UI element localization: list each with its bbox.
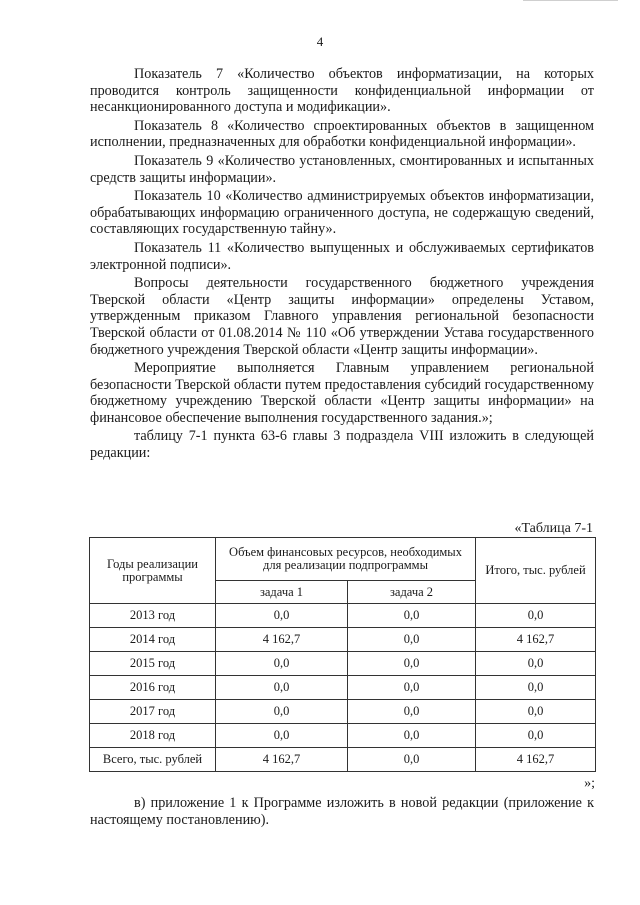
cell-total: 4 162,7 [476, 748, 596, 772]
table-row [90, 652, 596, 676]
page-number: 4 [316, 34, 324, 49]
table-caption: «Таблица 7-1 [514, 521, 593, 536]
cell-task2: 0,0 [348, 604, 476, 628]
cell-task2: 0,0 [348, 676, 476, 700]
header-years: Годы реализации программы [90, 538, 216, 604]
finance-table [89, 537, 596, 772]
cell-year: 2017 год [90, 700, 216, 724]
document-body [90, 66, 594, 464]
cell-task2: 0,0 [348, 652, 476, 676]
cell-task1: 0,0 [216, 724, 348, 748]
cell-task2: 0,0 [348, 724, 476, 748]
cell-task1: 0,0 [216, 676, 348, 700]
cell-total: 0,0 [476, 724, 596, 748]
cell-task2: 0,0 [348, 700, 476, 724]
final-section [90, 795, 594, 828]
header-volume: Объем финансовых ресурсов, необходимых для реализации подпрограммы [216, 538, 476, 581]
cell-total: 0,0 [476, 652, 596, 676]
paragraph-appendix: в) приложение 1 к Программе изложить в новой редакции (приложение к настоящему постановлению). [90, 795, 594, 828]
cell-total: 0,0 [476, 676, 596, 700]
table-row [90, 604, 596, 628]
cell-task1: 0,0 [216, 604, 348, 628]
paragraph-indicator-7: Показатель 7 «Количество объектов информатизации, на которых проводится контроль защищенности конфиденциальной информации от несанкционированного доступа и модификации». [90, 66, 594, 116]
cell-total: 0,0 [476, 700, 596, 724]
paragraph-indicator-9: Показатель 9 «Количество установленных, смонтированных и испытанных средств защиты информации». [90, 152, 594, 186]
table-row [90, 628, 596, 652]
table-body [90, 604, 596, 772]
paragraph-table-intro: таблицу 7-1 пункта 63-6 главы 3 подраздела VIII изложить в следующей редакции: [90, 428, 594, 462]
table-row [90, 700, 596, 724]
paragraph-indicator-8: Показатель 8 «Количество спроектированных объектов в защищенном исполнении, предназначенных для обработки конфиденциальной информации». [90, 117, 594, 151]
table-row [90, 724, 596, 748]
paragraph-indicator-10: Показатель 10 «Количество администрируемых объектов информатизации, обрабатывающих информацию ограниченного доступа, не содержащую сведений, составляющих государственную тайну». [90, 188, 594, 238]
paragraph-institution: Вопросы деятельности государственного бюджетного учреждения Тверской области «Центр защиты информации» определены Уставом, утвержденным приказом Главного управления региональной безопасности Тверской области от 01.08.2014 № 110 «Об утверждении Устава государственного бюджетного учреждения Тверской области «Центр защиты информации». [90, 275, 594, 358]
closing-quote: »; [584, 776, 595, 791]
cell-year: 2018 год [90, 724, 216, 748]
cell-task2: 0,0 [348, 748, 476, 772]
paragraph-measure: Мероприятие выполняется Главным управлением региональной безопасности Тверской области путем предоставления субсидий государственному бюджетному учреждению Тверской области «Центр защиты информации» на финансовое обеспечение выполнения государственного задания.»; [90, 360, 594, 426]
header-task-1: задача 1 [216, 581, 348, 604]
cell-year: 2015 год [90, 652, 216, 676]
cell-task2: 0,0 [348, 628, 476, 652]
cell-task1: 0,0 [216, 652, 348, 676]
table-row [90, 676, 596, 700]
cell-year: 2014 год [90, 628, 216, 652]
scan-edge-marks [523, 0, 618, 4]
cell-total: 4 162,7 [476, 628, 596, 652]
header-total: Итого, тыс. рублей [476, 538, 596, 604]
header-task-2: задача 2 [348, 581, 476, 604]
cell-total: 0,0 [476, 604, 596, 628]
cell-task1: 4 162,7 [216, 628, 348, 652]
cell-year: 2016 год [90, 676, 216, 700]
cell-task1: 0,0 [216, 700, 348, 724]
paragraph-indicator-11: Показатель 11 «Количество выпущенных и обслуживаемых сертификатов электронной подписи». [90, 239, 594, 273]
cell-year: Всего, тыс. рублей [90, 748, 216, 772]
cell-task1: 4 162,7 [216, 748, 348, 772]
table-row [90, 748, 596, 772]
cell-year: 2013 год [90, 604, 216, 628]
